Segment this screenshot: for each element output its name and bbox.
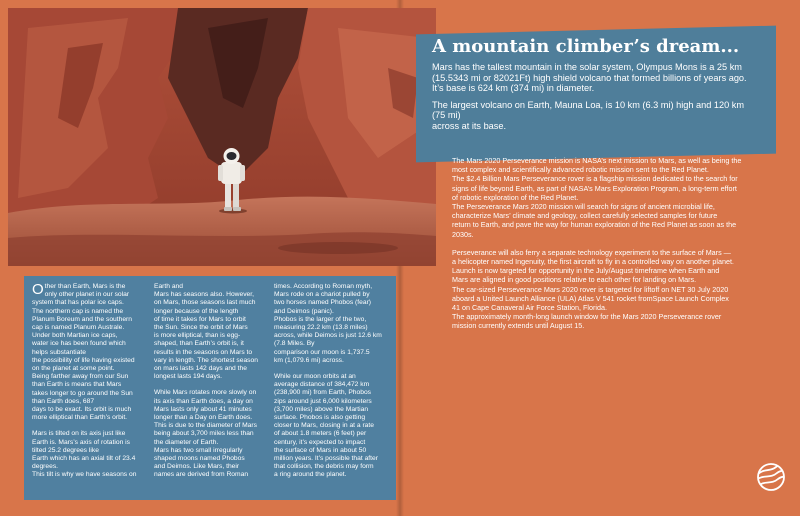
text-line: the Sun. Since the orbit of Mars [154, 324, 248, 332]
text-line: ther than Earth, Mars is the [44, 283, 126, 290]
text-line: It’s base is 624 km (374 mi) in diameter. [432, 83, 595, 94]
text-line: While our moon orbits at an [274, 373, 356, 381]
text-line: (3,700 miles) above the Martian [274, 405, 369, 413]
text-line: closer to Mars, closing in at a rate [274, 422, 374, 430]
text-line: than Earth does, 687 [32, 397, 95, 405]
text-line: Planum Boreum and the southern [32, 315, 133, 323]
mission-article-text [452, 156, 787, 331]
text-line: is more elliptical, than is egg- [154, 332, 241, 340]
text-line: only other planet in our solar [44, 291, 130, 299]
text-line: times. According to Roman myth, [274, 283, 373, 290]
text-line: more elliptical than Earth’s orbit. [32, 414, 128, 422]
text-line: two horses named Phobos (fear) [274, 299, 372, 307]
text-line: days to be exact. Its orbit is much [32, 406, 132, 414]
text-line: names are derived from Roman [154, 471, 249, 479]
text-line: The approximately month-long launch window for the Mars 2020 Perseverance rover [452, 312, 722, 322]
text-line: Mars rode on a chariot pulled by [274, 291, 370, 299]
text-line: on mars lasts 142 days and the [154, 365, 247, 373]
text-line: system that has polar ice caps. [32, 299, 124, 307]
planet-stripes-icon [756, 462, 786, 492]
text-line: longer than a Day on Earth does. [154, 414, 253, 422]
text-line: 2030s. [452, 229, 474, 239]
text-line: Mars has seasons also. However, [154, 291, 254, 299]
text-line: across at its base. [432, 120, 507, 131]
text-line: aboard a United Launch Alliance (ULA) Atlas V 541 rocket fromSpace Launch Complex [452, 293, 729, 303]
text-line: Perseverance will also ferry a separate technology experiment to the surface of Mars — [452, 247, 731, 257]
text-line: shaped, than Earth’s orbit is, it [154, 340, 244, 348]
facts-column-3 [274, 283, 384, 480]
text-line: of time it takes for Mars to orbit [154, 315, 246, 323]
text-line: (7.8 Miles. By [274, 340, 315, 348]
text-line: Launch is now targeted for opportunity in the July/August timeframe when Earth and [452, 266, 720, 276]
text-line: longer because of the length [154, 307, 239, 315]
text-line: of robotic exploration of the Red Planet. [452, 192, 579, 202]
text-line: across, while Deimos is just 12.6 km [274, 332, 382, 340]
text-line: of about 1.8 meters (6 feet) per [274, 430, 367, 438]
text-line: Earth is. Mars’s axis of rotation is [32, 438, 130, 446]
text-line: comparison our moon is 1,737.5 [274, 348, 370, 356]
text-line: the surface of Mars in about 50 [274, 446, 367, 454]
text-line: measuring 22.2 km (13.8 miles) [274, 324, 368, 332]
text-line: This is due to the diameter of Mars [154, 422, 257, 430]
text-line: Mars is tilted on its axis just like [32, 430, 126, 438]
paragraph-spacer [452, 239, 787, 248]
text-line: tilted 25.2 degrees like [32, 446, 99, 454]
text-line: that collision, the debris may form [274, 463, 374, 471]
text-line: The $2.4 Billion Mars Perseverance rover is a flagship mission dedicated to the search for [452, 174, 738, 184]
text-line: signs of life beyond Earth, as part of NASA’s Mars Exploration Program, a long-term effort [452, 183, 737, 193]
text-line: mission currently extends until August 15. [452, 321, 585, 331]
paragraph-spacer [154, 381, 266, 389]
text-line: most complex and scientifically advanced robotic mission sent to the Red Planet. [452, 165, 709, 175]
text-line: Mars lasts only about 41 minutes [154, 405, 252, 413]
text-line: Earth which has an axial tilt of 23.4 [32, 455, 136, 463]
text-line: being about 3,700 miles less than [154, 430, 254, 438]
astronaut-canyon-photo [8, 8, 436, 266]
text-line: The Mars 2020 Perseverance mission is NASA’s next mission to Mars, as well as being the [452, 156, 742, 165]
text-line: Mars are aligned in good positions relative to each other for landing on Mars. [452, 275, 697, 285]
text-line: (75 mi) [432, 110, 461, 121]
facts-column-2 [154, 283, 266, 480]
text-line: Mars has the tallest mountain in the solar system, Olympus Mons is a 25 km [432, 62, 742, 72]
title-paragraph-2 [432, 100, 772, 132]
text-line: shaped moons named Phobos [154, 455, 245, 463]
text-line: and Deimos (panic). [274, 307, 334, 315]
text-line: water ice has been found which [32, 340, 126, 348]
facts-column-1 [32, 283, 148, 480]
text-line: Phobos is the larger of the two, [274, 315, 367, 323]
text-line: a helicopter named Ingenuity, the first aircraft to fly in a controlled way on another planet. [452, 257, 734, 267]
paragraph-spacer [32, 422, 148, 430]
text-line: While Mars rotates more slowly on [154, 389, 257, 397]
page-title: A mountain climber’s dream... [432, 36, 740, 57]
text-line: and Deimos. Like Mars, their [154, 463, 240, 471]
drop-cap: O [32, 281, 44, 298]
title-paragraph-1 [432, 62, 772, 94]
text-line: than Earth is means that Mars [32, 381, 122, 389]
paragraph-spacer [274, 365, 384, 373]
text-line: (238,900 mi) from Earth, Phobos [274, 389, 372, 397]
text-line: 41 on Cape Canaveral Air Force Station, Florida. [452, 303, 608, 313]
text-line: cap is named Planum Australe. [32, 324, 125, 332]
text-line: Under both Martian ice caps, [32, 332, 118, 340]
text-line: a ring around the planet. [274, 471, 347, 479]
text-line: The largest volcano on Earth, Mauna Loa, is 10 km (6.3 mi) high and 120 km [432, 99, 745, 110]
text-line: longest lasts 194 days. [154, 373, 223, 381]
text-line: This tilt is why we have seasons on [32, 471, 137, 479]
text-line: its axis than Earth does, a day on [154, 397, 253, 405]
text-line: Being farther away from our Sun [32, 373, 129, 381]
text-line: Earth and [154, 283, 183, 290]
text-line: characterize Mars’ climate and geology, collect carefully selected samples for future [452, 211, 718, 221]
text-line: average distance of 384,472 km [274, 381, 370, 389]
text-line: the diameter of Earth. [154, 438, 219, 446]
text-line: helps substantiate [32, 348, 86, 356]
text-line: The car-sized Perseverance Mars 2020 rover is targeted for liftoff on NET 30 July 2020 [452, 284, 729, 294]
text-line: zips around just 6,000 kilometers [274, 397, 372, 405]
text-line: The Perseverance Mars 2020 mission will search for signs of ancient microbial life, [452, 202, 715, 212]
text-line: million years. It’s possible that after [274, 455, 378, 463]
text-line: degrees. [32, 463, 59, 471]
text-line: surface. Phobos is also getting [274, 414, 366, 422]
text-line: the possibility of life having existed [32, 356, 135, 364]
text-line: The northern cap is named the [32, 307, 124, 315]
text-line: vary in length. The shortest season [154, 356, 258, 364]
text-line: km (1,079.6 mi) across. [274, 356, 344, 364]
title-box [432, 36, 772, 138]
text-line: return to Earth, and pave the way for human exploration of the Red Planet as soon as the [452, 220, 737, 230]
text-line: century, it’s expected to impact [274, 438, 366, 446]
text-line: on Mars, those seasons last much [154, 299, 256, 307]
text-line: takes longer to go around the Sun [32, 389, 133, 397]
text-line: on the planet at some point. [32, 365, 115, 373]
text-line: (15.5343 mi or 82021Ft) high shield volcano that formed billions of years ago. [432, 72, 747, 83]
text-line: results in the seasons on Mars to [154, 348, 253, 356]
text-line: Mars has two small irregularly [154, 446, 243, 454]
